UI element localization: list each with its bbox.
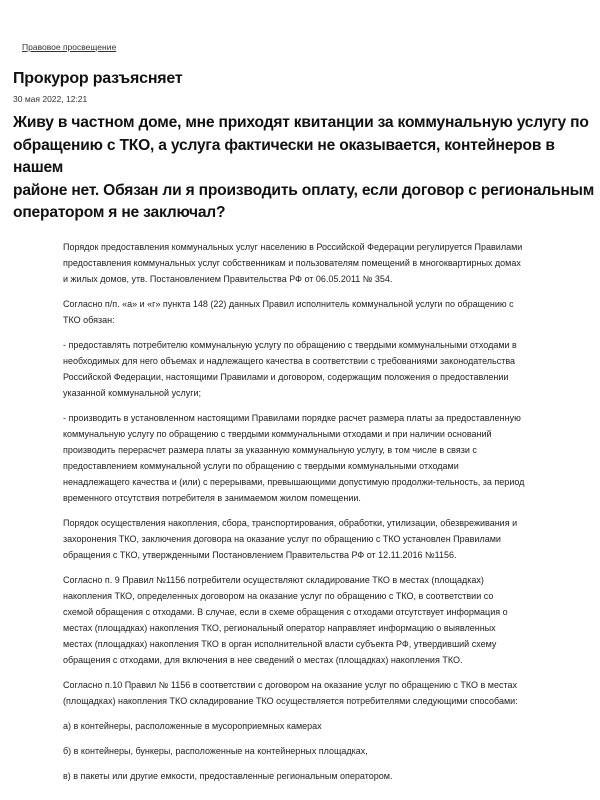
paragraph-line: - производить в установленном настоящими Правилами порядке расчет размера платы за предоставленную [63,413,521,423]
article-paragraph [63,337,583,401]
paragraph-line: б) в контейнеры, бункеры, расположенные на контейнерных площадках, [63,746,368,756]
question-line: оператором я не заключал? [13,204,226,221]
question-heading [13,112,595,225]
paragraph-line: временного отсутствия потребителя в занимаемом жилом помещении. [63,493,361,503]
paragraph-line: предоставлением коммунальной услуги по обращению с твердыми коммунальными отходами [63,461,459,471]
paragraph-line: и жилых домов, утв. Постановлением Правительства РФ от 06.05.2011 № 354. [63,274,393,284]
article-paragraph [63,296,583,328]
paragraph-line: накопления ТКО, определенных договором на оказание услуг по обращению с ТКО, в соответствии со [63,591,494,601]
paragraph-line: захоронения ТКО, заключения договора на оказание услуг по обращению с ТКО установлен Правилами [63,534,501,544]
paragraph-line: схемой обращения с отходами. В случае, если в схеме обращения с отходами отсутствует информация о [63,607,508,617]
paragraph-line: предоставления коммунальных услуг собственникам и пользователям помещений в многоквартирных домах [63,258,521,268]
paragraph-line: Российской Федерации, настоящими Правилами и договором, содержащим положения о предоставлении [63,372,509,382]
paragraph-line: необходимых для него объемах и надлежащего качества в соответствии с требованиями законодательства [63,356,516,366]
article-paragraph [63,410,583,506]
question-line: обращению с ТКО, а услуга фактически не оказывается, контейнеров в нашем [13,136,555,176]
breadcrumb-link[interactable]: Правовое просвещение [22,42,117,52]
article-paragraph [63,718,583,734]
page-title: Прокурор разъясняет [13,70,183,87]
paragraph-line: Согласно п/п. «а» и «г» пункта 148 (22) данных Правил исполнитель коммунальной услуги по обращению с [63,299,514,309]
paragraph-line: Согласно п. 9 Правил №1156 потребители осуществляют складирование ТКО в местах (площадках) [63,575,484,585]
paragraph-line: указанной коммунальной услуги; [63,388,202,398]
paragraph-line: обращения с ТКО, утвержденными Постановлением Правительства РФ от 12.11.2016 №1156. [63,550,457,560]
question-line: районе нет. Обязан ли я производить оплату, если договор с региональным [13,181,595,199]
paragraph-line: (площадках) накопления ТКО складирование ТКО осуществляется потребителями следующими способами: [63,696,518,706]
article-paragraph [63,677,583,709]
paragraph-line: Порядок осуществления накопления, сбора, транспортирования, обработки, утилизации, обезвреживания и [63,518,518,528]
paragraph-line: местах (площадках) накопления ТКО в орган исполнительной власти субъекта РФ, утвердивший схему [63,639,497,649]
paragraph-line: производить перерасчет размера платы за указанную коммунальную услугу, в том числе в связи с [63,445,477,455]
paragraph-line: коммунальную услугу по обращению с твердыми коммунальными отходами и при наличии оснований [63,429,492,439]
paragraph-line: ненадлежащего качества и (или) с перерывами, превышающими допустимую продолжи-тельность, за период [63,477,525,487]
paragraph-line: ТКО обязан: [63,315,115,325]
paragraph-line: Согласно п.10 Правил № 1156 в соответствии с договором на оказание услуг по обращению с ТКО в местах [63,680,518,690]
paragraph-line: в) в пакеты или другие емкости, предоставленные региональным оператором. [63,771,393,781]
paragraph-line: - предоставлять потребителю коммунальную услугу по обращению с твердыми коммунальными отходами в [63,340,517,350]
article-paragraph [63,743,583,759]
article-body [63,239,583,793]
paragraph-line: обращения с отходами, для включения в нее сведений о местах (площадках) накопления ТКО. [63,655,463,665]
article-paragraph [63,239,583,287]
article-paragraph [63,572,583,668]
article-paragraph [63,515,583,563]
article-paragraph [63,768,583,784]
paragraph-line: местах (площадках) накопления ТКО, региональный оператор направляет информацию о выявленных [63,623,496,633]
question-line: Живу в частном доме, мне приходят квитанции за коммунальную услугу по [13,114,589,131]
publish-date: 30 мая 2022, 12:21 [13,94,88,104]
paragraph-line: Порядок предоставления коммунальных услуг населению в Российской Федерации регулируется Правилами [63,242,523,252]
paragraph-line: а) в контейнеры, расположенные в мусороприемных камерах [63,721,322,731]
